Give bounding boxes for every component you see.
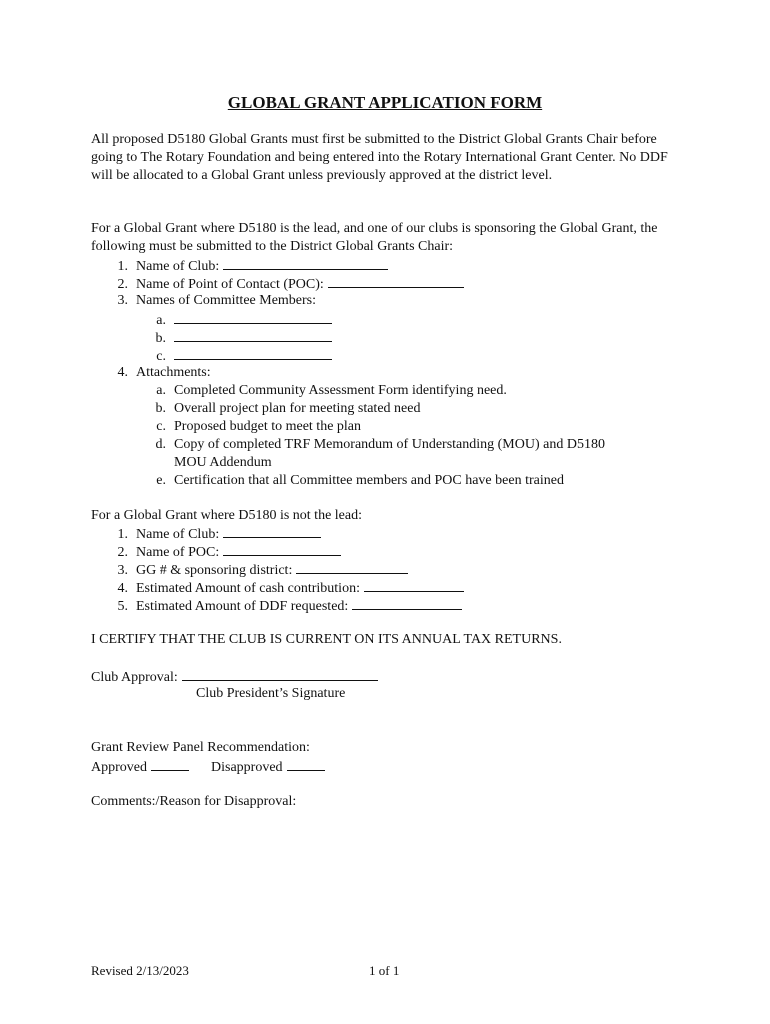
s2-ddf-field[interactable] — [352, 596, 462, 610]
member-a-field[interactable] — [174, 310, 332, 324]
attachment-item: b. Overall project plan for meeting stated need — [155, 401, 421, 416]
s2-item-ddf: 5. Estimated Amount of DDF requested: — [106, 596, 462, 616]
s2-club-field[interactable] — [223, 524, 321, 538]
s2-item-club: 1. Name of Club: — [106, 524, 321, 544]
club-name-field[interactable] — [223, 256, 388, 270]
signature-caption: Club President’s Signature — [196, 686, 346, 701]
attachment-item: d. Copy of completed TRF Memorandum of Understanding (MOU) and D5180 — [155, 437, 605, 452]
member-b-field[interactable] — [174, 328, 332, 342]
club-approval: Club Approval: — [91, 667, 378, 687]
member-c-field[interactable] — [174, 346, 332, 360]
review-heading: Grant Review Panel Recommendation: — [91, 740, 310, 755]
s2-item-poc: 2. Name of POC: — [106, 542, 341, 562]
page-title: GLOBAL GRANT APPLICATION FORM — [227, 93, 543, 112]
s1-item-club: 1. Name of Club: — [106, 256, 388, 276]
approved-field[interactable] — [151, 757, 189, 771]
attachment-item: c. Proposed budget to meet the plan — [156, 419, 362, 434]
comments-label: Comments:/Reason for Disapproval: — [91, 794, 297, 809]
club-approval-signature-field[interactable] — [182, 667, 378, 681]
s2-gg-field[interactable] — [296, 560, 408, 574]
section1-heading: For a Global Grant where D5180 is the lead, and one of our clubs is sponsoring the Global Grant, the following must be submitted to the District Global Grants Chair: — [91, 221, 658, 254]
attachment-item: MOU Addendum — [174, 455, 272, 470]
member-c: c. — [150, 346, 332, 366]
s2-item-gg: 3. GG # & sponsoring district: — [106, 560, 408, 580]
attachment-item: a. Completed Community Assessment Form identifying need. — [156, 383, 507, 398]
s2-cash-field[interactable] — [364, 578, 464, 592]
review-options: Approved Disapproved — [91, 757, 325, 777]
page-number: 1 of 1 — [369, 963, 400, 978]
intro-paragraph: All proposed D5180 Global Grants must first be submitted to the District Global Grants Chair before going to The Rotary Foundation and being entered into the Rotary International Grant Center. No DDF will be allocated to a Global Grant unless previously approved at the district level. — [91, 132, 668, 183]
member-a: a. — [150, 310, 332, 330]
s1-item-poc: 2. Name of Point of Contact (POC): — [106, 274, 464, 294]
revised-date: Revised 2/13/2023 — [91, 963, 189, 978]
member-b: b. — [150, 328, 332, 348]
section2-heading: For a Global Grant where D5180 is not the lead: — [91, 508, 362, 523]
disapproved-field[interactable] — [287, 757, 325, 771]
poc-name-field[interactable] — [328, 274, 464, 288]
s1-item-committee: 3. Names of Committee Members: — [117, 293, 317, 308]
certify-statement: I CERTIFY THAT THE CLUB IS CURRENT ON ITS ANNUAL TAX RETURNS. — [91, 632, 562, 647]
attachment-item: e. Certification that all Committee members and POC have been trained — [156, 473, 564, 488]
s1-item-attachments: 4. Attachments: — [117, 365, 211, 380]
s2-item-cash: 4. Estimated Amount of cash contribution: — [106, 578, 464, 598]
s2-poc-field[interactable] — [223, 542, 341, 556]
